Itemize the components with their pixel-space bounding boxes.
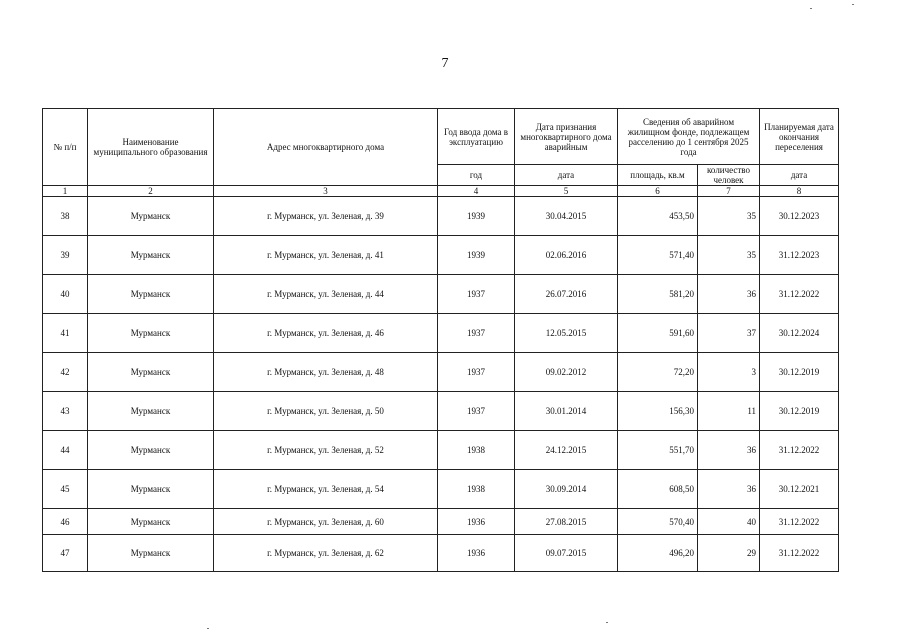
cell-planned-date: 31.12.2022 xyxy=(760,535,839,572)
cell-date: 30.04.2015 xyxy=(515,197,618,236)
cell-municipality: Мурманск xyxy=(88,392,214,431)
cell-year: 1938 xyxy=(438,431,515,470)
header-municipality: Наименование муниципального образования xyxy=(88,109,214,186)
cell-num: 38 xyxy=(43,197,88,236)
subheader-people: количество человек xyxy=(698,165,760,186)
cell-planned-date: 31.12.2022 xyxy=(760,509,839,535)
cell-year: 1937 xyxy=(438,392,515,431)
cell-municipality: Мурманск xyxy=(88,535,214,572)
emergency-housing-table xyxy=(42,108,839,572)
cell-planned-date: 31.12.2022 xyxy=(760,431,839,470)
table-row xyxy=(43,275,839,314)
cell-people: 36 xyxy=(698,470,760,509)
cell-people: 3 xyxy=(698,353,760,392)
header-num: № п/п xyxy=(43,109,88,186)
cell-people: 29 xyxy=(698,535,760,572)
cell-num: 47 xyxy=(43,535,88,572)
cell-date: 30.09.2014 xyxy=(515,470,618,509)
cell-year: 1939 xyxy=(438,197,515,236)
cell-planned-date: 31.12.2023 xyxy=(760,236,839,275)
cell-year: 1938 xyxy=(438,470,515,509)
table-row xyxy=(43,535,839,572)
column-number-row xyxy=(43,186,839,197)
cell-municipality: Мурманск xyxy=(88,314,214,353)
cell-num: 46 xyxy=(43,509,88,535)
column-number: 7 xyxy=(698,186,760,197)
cell-people: 11 xyxy=(698,392,760,431)
table-row xyxy=(43,236,839,275)
cell-year: 1936 xyxy=(438,535,515,572)
subheader-year: год xyxy=(438,165,515,186)
cell-people: 36 xyxy=(698,431,760,470)
cell-num: 42 xyxy=(43,353,88,392)
table-row xyxy=(43,314,839,353)
header-date: Дата признания многоквартирного дома аварийным xyxy=(515,109,618,165)
cell-municipality: Мурманск xyxy=(88,353,214,392)
cell-municipality: Мурманск xyxy=(88,509,214,535)
cell-year: 1937 xyxy=(438,314,515,353)
cell-address: г. Мурманск, ул. Зеленая, д. 41 xyxy=(214,236,438,275)
cell-area: 591,60 xyxy=(618,314,698,353)
table-row xyxy=(43,431,839,470)
cell-address: г. Мурманск, ул. Зеленая, д. 39 xyxy=(214,197,438,236)
cell-planned-date: 30.12.2019 xyxy=(760,392,839,431)
cell-num: 39 xyxy=(43,236,88,275)
cell-area: 551,70 xyxy=(618,431,698,470)
cell-year: 1936 xyxy=(438,509,515,535)
subheader-date: дата xyxy=(515,165,618,186)
cell-date: 26.07.2016 xyxy=(515,275,618,314)
cell-num: 41 xyxy=(43,314,88,353)
cell-area: 72,20 xyxy=(618,353,698,392)
cell-address: г. Мурманск, ул. Зеленая, д. 54 xyxy=(214,470,438,509)
cell-num: 45 xyxy=(43,470,88,509)
column-number: 3 xyxy=(214,186,438,197)
cell-date: 09.02.2012 xyxy=(515,353,618,392)
cell-date: 27.08.2015 xyxy=(515,509,618,535)
subheader-planned: дата xyxy=(760,165,839,186)
cell-address: г. Мурманск, ул. Зеленая, д. 60 xyxy=(214,509,438,535)
cell-date: 30.01.2014 xyxy=(515,392,618,431)
cell-date: 09.07.2015 xyxy=(515,535,618,572)
page-number: 7 xyxy=(441,56,449,71)
cell-planned-date: 30.12.2021 xyxy=(760,470,839,509)
cell-address: г. Мурманск, ул. Зеленая, д. 48 xyxy=(214,353,438,392)
cell-address: г. Мурманск, ул. Зеленая, д. 50 xyxy=(214,392,438,431)
cell-municipality: Мурманск xyxy=(88,197,214,236)
cell-municipality: Мурманск xyxy=(88,431,214,470)
column-number: 4 xyxy=(438,186,515,197)
table-row xyxy=(43,197,839,236)
cell-municipality: Мурманск xyxy=(88,470,214,509)
header-address: Адрес многоквартирного дома xyxy=(214,109,438,186)
cell-area: 570,40 xyxy=(618,509,698,535)
cell-area: 453,50 xyxy=(618,197,698,236)
cell-planned-date: 30.12.2024 xyxy=(760,314,839,353)
table-row xyxy=(43,509,839,535)
cell-num: 44 xyxy=(43,431,88,470)
cell-year: 1937 xyxy=(438,353,515,392)
cell-people: 40 xyxy=(698,509,760,535)
table-row xyxy=(43,392,839,431)
cell-num: 40 xyxy=(43,275,88,314)
cell-address: г. Мурманск, ул. Зеленая, д. 44 xyxy=(214,275,438,314)
table-row xyxy=(43,353,839,392)
cell-year: 1939 xyxy=(438,236,515,275)
cell-people: 36 xyxy=(698,275,760,314)
header-year: Год ввода дома в эксплуатацию xyxy=(438,109,515,165)
column-number: 5 xyxy=(515,186,618,197)
cell-people: 35 xyxy=(698,236,760,275)
cell-date: 12.05.2015 xyxy=(515,314,618,353)
header-row xyxy=(43,109,839,165)
column-number: 6 xyxy=(618,186,698,197)
cell-area: 156,30 xyxy=(618,392,698,431)
column-number: 1 xyxy=(43,186,88,197)
header-housing-info: Сведения об аварийном жилищном фонде, подлежащем расселению до 1 сентября 2025 года xyxy=(618,109,760,165)
cell-area: 496,20 xyxy=(618,535,698,572)
cell-address: г. Мурманск, ул. Зеленая, д. 52 xyxy=(214,431,438,470)
table-row xyxy=(43,470,839,509)
cell-address: г. Мурманск, ул. Зеленая, д. 46 xyxy=(214,314,438,353)
cell-area: 571,40 xyxy=(618,236,698,275)
cell-address: г. Мурманск, ул. Зеленая, д. 62 xyxy=(214,535,438,572)
cell-people: 35 xyxy=(698,197,760,236)
subheader-area: площадь, кв.м xyxy=(618,165,698,186)
cell-date: 02.06.2016 xyxy=(515,236,618,275)
cell-municipality: Мурманск xyxy=(88,275,214,314)
column-number: 8 xyxy=(760,186,839,197)
cell-planned-date: 30.12.2023 xyxy=(760,197,839,236)
header-planned-date: Планируемая дата окончания переселения xyxy=(760,109,839,165)
cell-num: 43 xyxy=(43,392,88,431)
cell-planned-date: 31.12.2022 xyxy=(760,275,839,314)
cell-planned-date: 30.12.2019 xyxy=(760,353,839,392)
cell-area: 608,50 xyxy=(618,470,698,509)
cell-people: 37 xyxy=(698,314,760,353)
cell-area: 581,20 xyxy=(618,275,698,314)
cell-date: 24.12.2015 xyxy=(515,431,618,470)
cell-year: 1937 xyxy=(438,275,515,314)
column-number: 2 xyxy=(88,186,214,197)
cell-municipality: Мурманск xyxy=(88,236,214,275)
